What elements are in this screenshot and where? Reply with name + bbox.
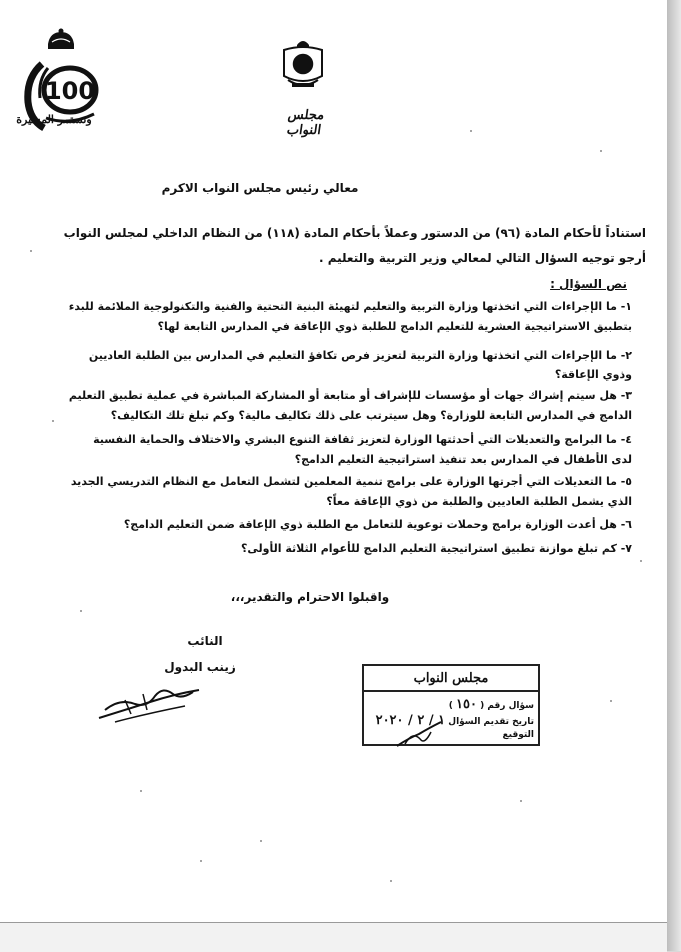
- stamp-signature-label: التوقيع: [502, 730, 534, 740]
- scan-right-margin: [667, 0, 681, 951]
- intro-line-1: استناداً لأحكام المادة (٩٦) من الدستور وعملاً بأحكام المادة (١١٨) من النظام الداخلي لمجلس النواب: [63, 226, 646, 240]
- scan-speck: [520, 800, 522, 802]
- question-1-line-1: ١- ما الإجراءات التي اتخذتها وزارة التربية والتعليم لتهيئة البنية التحتية والفنية والتكنولوجية الملائمة للبدء: [68, 300, 632, 313]
- scan-speck: [140, 790, 142, 792]
- stamp-question-number-label: سؤال رقم (: [480, 701, 534, 711]
- scan-speck: [470, 130, 472, 132]
- signer-name: زينب البدول: [164, 660, 236, 674]
- question-4-line-2: لدى الأطفال في المدارس بعد تنفيذ استراتيجية التعليم الدامج؟: [294, 453, 632, 466]
- intro-line-2: أرجو توجيه السؤال التالي لمعالي وزير التربية والتعليم .: [318, 251, 646, 265]
- scan-speck: [640, 560, 642, 562]
- signer-role: النائب: [187, 634, 223, 648]
- question-header: نص السؤال :: [550, 277, 627, 291]
- letterhead-institution: مجلس النواب: [285, 108, 326, 138]
- scan-speck: [610, 700, 612, 702]
- scan-speck: [200, 860, 202, 862]
- stamp-question-number-row: [449, 697, 534, 712]
- stamp-date-value: ١ / ٢ / ٢٠٢٠: [375, 713, 446, 728]
- question-4-line-1: ٤- ما البرامج والتعديلات التي أحدثتها الوزارة لتعزيز ثقافة التنوع البشري والاختلاف والحماية النفسية: [93, 433, 632, 446]
- question-3-line-1: ٣- هل سيتم إشراك جهات أو مؤسسات للإشراف أو متابعة أو المشاركة المباشرة في عملية تطبيق التعليم: [68, 389, 632, 402]
- parliament-receipt-stamp: [362, 664, 540, 746]
- stamp-signature-scribble: [395, 720, 445, 750]
- question-5-line-1: ٥- ما التعديلات التي أجرتها الوزارة على برامج تنمية المعلمين لتشمل التعامل مع النظام التدريسي الجديد: [70, 475, 632, 488]
- scan-speck: [52, 420, 54, 422]
- handwritten-signature: [95, 680, 205, 725]
- stamp-question-number-value: ١٥٠: [456, 697, 477, 712]
- scan-bottom-edge: [0, 922, 667, 952]
- scan-speck: [390, 880, 392, 882]
- stamp-question-number-close: ): [448, 701, 453, 711]
- logo-number: 100: [44, 77, 96, 105]
- crown-icon: [48, 29, 74, 50]
- question-6: ٦- هل أعدت الوزارة برامج وحملات توعوية للتعامل مع الطلبة ذوي الإعاقة ضمن التعليم الدامج؟: [123, 518, 632, 531]
- logo-tagline: وتستمر المسيرة: [16, 113, 92, 126]
- coat-of-arms-icon: [278, 36, 328, 92]
- scan-speck: [30, 250, 32, 252]
- question-7: ٧- كم تبلغ موازنة تطبيق استراتيجية التعليم الدامج للأعوام الثلاثة الأولى؟: [241, 542, 632, 555]
- addressee-line: معالي رئيس مجلس النواب الاكرم: [161, 181, 359, 195]
- scan-speck: [600, 150, 602, 152]
- stamp-title: مجلس النواب: [364, 668, 538, 692]
- question-3-line-2: الدامج في المدارس التابعة للوزارة؟ وهل سيترتب على ذلك تكاليف مالية؟ وكم تبلغ تلك التكاليف؟: [110, 409, 632, 422]
- question-2-line-1: ٢- ما الإجراءات التي اتخذتها وزارة التربية لتعزيز فرص تكافؤ التعليم في المدارس بين الطلبة العاديين: [88, 349, 632, 362]
- closing-line: واقبلوا الاحترام والتقدير،،،: [230, 590, 390, 604]
- stamp-date-label: تاريخ تقديم السؤال: [448, 717, 534, 727]
- question-5-line-2: الذي يشمل الطلبة العاديين والطلبة من ذوي الإعاقة معاً؟: [326, 495, 632, 508]
- question-2-line-2: وذوي الإعاقة؟: [554, 368, 632, 381]
- scan-speck: [80, 610, 82, 612]
- scan-speck: [260, 840, 262, 842]
- question-1-line-2: بتطبيق الاستراتيجية العشرية للتعليم الدامج للطلبة ذوي الإعاقة في المدارس التابعة لها؟: [157, 320, 632, 333]
